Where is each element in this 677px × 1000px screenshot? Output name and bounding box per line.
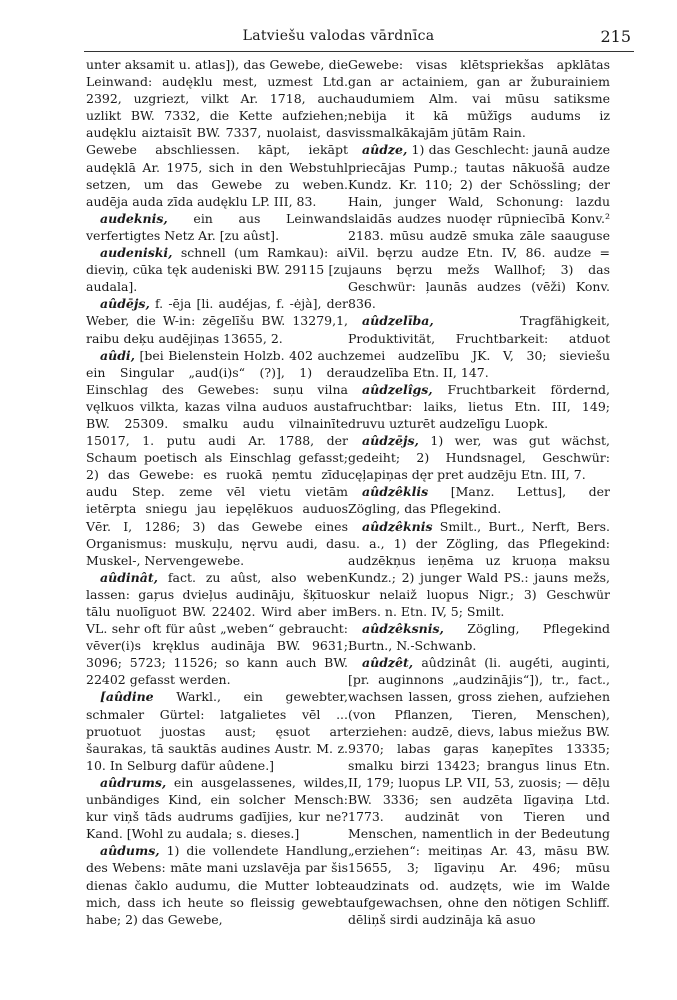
dictionary-entry bbox=[348, 654, 610, 928]
entry-headword: aûdzējs, bbox=[362, 433, 419, 449]
page-number: 215 bbox=[600, 27, 631, 46]
dictionary-entry bbox=[348, 381, 610, 432]
entry-text: [Manz. Lettus], der Zögling, das Pflegekind. bbox=[348, 484, 610, 517]
page-title: Latviešu valodas vārdnīca bbox=[242, 28, 435, 44]
entry-headword: aûdzêt, bbox=[362, 655, 414, 671]
entry-headword: aûdums, bbox=[100, 843, 160, 859]
entry-headword: aûdze, bbox=[362, 142, 408, 158]
dictionary-entry bbox=[86, 774, 348, 842]
dictionary-entry bbox=[86, 347, 348, 569]
entry-text: Zögling, Pflegekind Burtn., N.-Schwanb. bbox=[348, 621, 610, 654]
header-rule bbox=[84, 51, 634, 52]
entry-headword: aûdējs, bbox=[100, 296, 150, 312]
dictionary-entry bbox=[348, 483, 610, 517]
dictionary-entry bbox=[348, 141, 610, 312]
entry-headword: aûdi, bbox=[100, 347, 136, 363]
entry-text: f. -ēja [li. audė́jas, f. -ėjà], der Weber, die W-in: zēgelīšu BW. 13279,1, raibu deķu audējiņas 13655, 2. bbox=[86, 296, 348, 346]
entry-headword: audeniski, bbox=[100, 245, 173, 261]
entry-text: Fruchtbarkeit fördernd, fruchtbar: laiks, lietus Etn. III, 149; druvu uzturēt audzelīgu Luopk. bbox=[348, 381, 610, 431]
dictionary-entry bbox=[348, 620, 610, 654]
entry-headword: aûdzelība, bbox=[362, 313, 434, 329]
entry-text: aûdzinât (li. augė́ti, auginti, [pr. auginnons „audzinājis“]), tr., fact., wachsen lassen, gross ziehen, aufziehen (von Pflanzen, Tieren, Menschen), erziehen: audzē, dievs, labus miežus BW. 9370; labas gaŗas kaņepītes 13335; smalku birzi 13423; brangus linus Etn. II, 179; luopus LP. VII, 53, zuosis; — dēļu BW. 3336; sen audzēta līgaviņa Ltd. 1773. audzināt von Tieren und Menschen, namentlich in der Bedeutung „erziehen“: meitiņas Ar. 43, māsu BW. 15655, 3; līgaviņu Ar. 496; mūsu audzinats od. audzęts, wie im Walde aufgewachsen, ohne den nötigen Schliff. dēliņš sirdi audzināja kā asuo bbox=[348, 655, 610, 927]
entry-text: 1) die vollendete Handlung des Webens: māte mani uzslavēja par šis dienas čaklo audumu, die Mutter lobte mich, dass ich heute so fleissig gewebt habe; 2) das Gewebe, bbox=[86, 843, 348, 927]
entry-text: schnell (um Ramkau): ai dieviņ, cūka tęk audeniski BW. 29115 [zu audala]. bbox=[86, 245, 348, 295]
entry-text: Tragfähigkeit, Produktivität, Fruchtbarkeit: atduot zemei audzelību JK. V, 30; sieviešu audzelība Etn. II, 147. bbox=[348, 313, 610, 380]
page-header bbox=[0, 22, 677, 48]
entry-headword: aûdzêknis bbox=[362, 518, 433, 534]
entry-text: 1) wer, was gut wächst, gedeiht; 2) Hundsnagel, Geschwür: cęļapiņas dęr pret audzēju Etn. III, 7. bbox=[348, 433, 610, 483]
dictionary-entry bbox=[348, 432, 610, 483]
entry-headword: aûdrums, bbox=[100, 774, 167, 790]
entry-headword: aûdzêklis bbox=[362, 484, 429, 500]
entry-headword: aûdinât, bbox=[100, 569, 158, 585]
entry-text: 1) das Geschlecht: jaunā audze priecājas Pump.; tautas nākuošā audze Kundz. Kr. 110; 2) der Schössling; der Hain, junger Wald, Schonung: lazdu slaidās audzes nuodęr rūpniecībā Konv.² 2183. mūsu audzē smuka zāle saauguse Vil. bęrzu audze Etn. IV, 86. audze = jauns bęrzu mežs Wallhof; 3) das Geschwür: ļaunās audzes (vēži) Konv. 836. bbox=[348, 142, 610, 312]
dictionary-entry bbox=[86, 56, 348, 210]
right-column bbox=[348, 56, 610, 928]
dictionary-entry bbox=[348, 312, 610, 380]
dictionary-entry bbox=[348, 518, 610, 621]
dictionary-entry bbox=[86, 210, 348, 244]
entry-text: Smilt., Burt., Nerft, Bers. u. a., 1) der Zögling, das Pflegekind: audzēkņus ieņēma uz kruoņa maksu Kundz.; 2) junger Wald PS.: jauns mežs, kur nelaiž luopus Nigr.; 3) Geschwür Bers. n. Etn. IV, 5; Smilt. bbox=[348, 518, 610, 619]
left-column bbox=[86, 56, 348, 928]
entry-headword: [aûdine bbox=[100, 689, 154, 705]
dictionary-entry bbox=[86, 569, 348, 689]
entry-text: Warkl., ein gewebter, schmaler Gürtel: latgalietes vēl ... pruotuot juostas aust; ęsuot art šaurakas, tā sauktās audines Austr. M. z. 10. In Selburg dafür aûdene.] bbox=[86, 689, 348, 773]
entry-text: [bei Bielenstein Holzb. 402 auch ein Singular „aud(i)s“ (?)], 1) der Einschlag des Gewebes: suņu vilna vęlkuos vilkta, kazas vilna auduos austa BW. 25309. smalku audu vilnainīte 15017, 1. putu audi Ar. 1788, der Schaum poetisch als Einschlag gefasst; 2) das Gewebe: es ruokā ņemtu zīdu audu Step. zeme vēl vietu vietām ietērpta sniegu jau iepęlēkuos auduos Vēr. I, 1286; 3) das Gewebe eines Organismus: muskuļu, nęrvu audi, das Muskel-, Nervengewebe. bbox=[86, 347, 348, 568]
entry-text: ein ausgelassenes, wildes, unbändiges Kind, ein solcher Mensch: kur viņš tāds audrums gadījies, kur ne? Kand. [Wohl zu audala; s. dieses.] bbox=[86, 774, 348, 842]
dictionary-entry bbox=[86, 295, 348, 346]
entry-headword: audeknis, bbox=[100, 210, 168, 226]
entry-text: fact. zu aûst, also weben lassen: gaŗus dvieļus audināju, šķītuos tālu nuolīguot BW. 22402. Wird aber im VL. sehr oft für aûst „weben“ gebraucht: vēver(i)s kręklus audināja BW. 9631; 3096; 5723; 11526; so kann auch BW. 22402 gefasst werden. bbox=[86, 569, 348, 688]
dictionary-entry bbox=[86, 842, 348, 927]
entry-headword: aûdzêksnis, bbox=[362, 621, 444, 637]
entry-text: Gewebe: visas klētspriekšas apklātas gan ar actainiem, gan ar žuburainiem audumiem Alm. vai mūsu satiksme nebija it kā mūžīgs audums iz vissmalkākajām jūtām Rain. bbox=[348, 57, 610, 141]
dictionary-entry bbox=[86, 688, 348, 773]
entry-text: ein aus Leinwand verfertigtes Netz Ar. [zu aûst]. bbox=[86, 210, 348, 243]
dictionary-entry bbox=[86, 244, 348, 295]
entry-text: unter aksamit u. atlas]), das Gewebe, die Leinwand: audęklu mest, uzmest Ltd. 2392, uzgriezt, vilkt Ar. 1718, auch uzlikt BW. 7332, die Kette aufziehen; audęklu aiztaisīt BW. 7337, nuolaist, das Gewebe abschliessen. kāpt, iekāpt audęklā Ar. 1975, sich in den Webstuhl setzen, um das Gewebe zu weben. audēja auda zīda audęklu LP. III, 83. bbox=[86, 57, 348, 209]
dictionary-entry bbox=[348, 56, 610, 141]
entry-headword: aûdzelîgs, bbox=[362, 381, 433, 397]
